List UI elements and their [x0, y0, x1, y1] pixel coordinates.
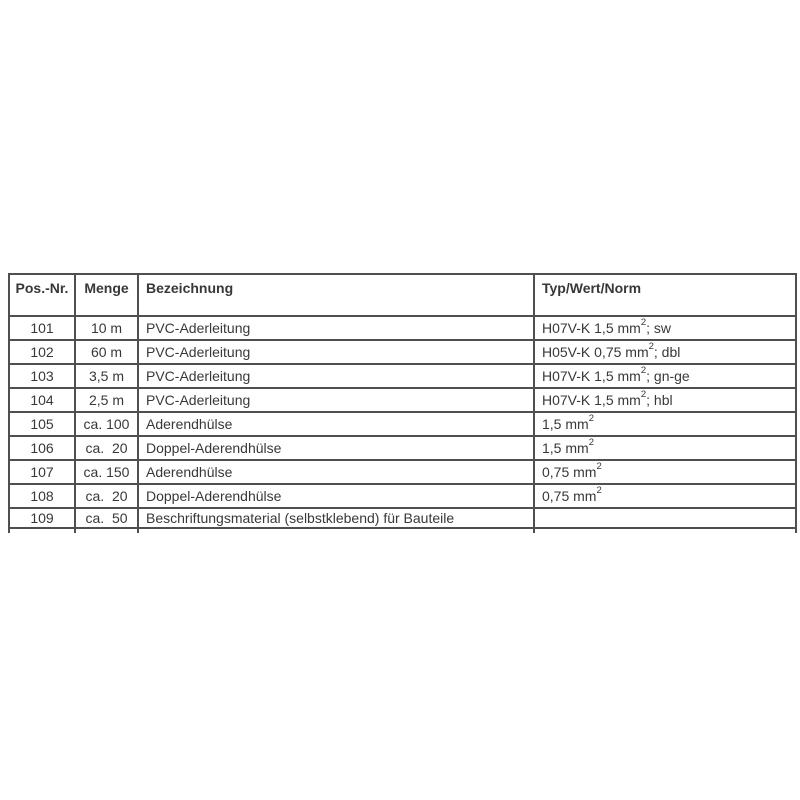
col-header-typ-wert-norm: Typ/Wert/Norm: [535, 275, 795, 315]
cell-pos-nr: 106: [10, 437, 74, 459]
cell-pos-nr: 103: [10, 365, 74, 387]
cell-menge: 3,5 m: [76, 365, 137, 387]
cell-menge: ca. 100: [76, 413, 137, 435]
cell-typ-wert-norm: 1,5 mm $^2$: [535, 437, 795, 459]
cell-menge: 60 m: [76, 341, 137, 363]
cell-menge: ca. 20: [76, 485, 137, 507]
cell-typ-wert-norm: H07V-K 1,5 mm $^2$ ; gn-ge: [535, 365, 795, 387]
cell-bezeichnung: Doppel-Aderendhülse: [139, 437, 533, 459]
cell-bezeichnung: PVC-Aderleitung: [139, 365, 533, 387]
stub-line: [795, 527, 797, 533]
cell-typ-wert-norm: H07V-K 1,5 mm $^2$ ; sw: [535, 317, 795, 339]
cell-bezeichnung: Doppel-Aderendhülse: [139, 485, 533, 507]
cell-pos-nr: 107: [10, 461, 74, 483]
cell-bezeichnung: Beschriftungsmaterial (selbstklebend) für Bauteile: [139, 509, 533, 527]
cell-bezeichnung: PVC-Aderleitung: [139, 389, 533, 411]
cell-menge: 10 m: [76, 317, 137, 339]
cell-bezeichnung: PVC-Aderleitung: [139, 317, 533, 339]
cell-pos-nr: 102: [10, 341, 74, 363]
cell-pos-nr: 108: [10, 485, 74, 507]
cell-typ-wert-norm: [535, 509, 795, 527]
cell-menge: ca. 50: [76, 509, 137, 527]
parts-table: [8, 273, 797, 529]
cell-bezeichnung: Aderendhülse: [139, 461, 533, 483]
col-header-menge: Menge: [76, 275, 137, 315]
stub-line: [8, 527, 10, 533]
cell-pos-nr: 101: [10, 317, 74, 339]
col-header-bezeichnung: Bezeichnung: [139, 275, 533, 315]
stub-line: [137, 527, 139, 533]
stub-line: [74, 527, 76, 533]
stub-line: [533, 527, 535, 533]
cell-pos-nr: 104: [10, 389, 74, 411]
cell-typ-wert-norm: 1,5 mm $^2$: [535, 413, 795, 435]
cell-typ-wert-norm: H05V-K 0,75 mm $^2$ ; dbl: [535, 341, 795, 363]
col-header-pos-nr: Pos.-Nr.: [10, 275, 74, 315]
cell-menge: 2,5 m: [76, 389, 137, 411]
table-cutoff-stub-row: [8, 527, 797, 533]
cell-pos-nr: 105: [10, 413, 74, 435]
cell-bezeichnung: Aderendhülse: [139, 413, 533, 435]
cell-typ-wert-norm: H07V-K 1,5 mm $^2$ ; hbl: [535, 389, 795, 411]
cell-menge: ca. 150: [76, 461, 137, 483]
cell-typ-wert-norm: 0,75 mm $^2$: [535, 461, 795, 483]
cell-pos-nr: 109: [10, 509, 74, 527]
cell-typ-wert-norm: 0,75 mm $^2$: [535, 485, 795, 507]
cell-bezeichnung: PVC-Aderleitung: [139, 341, 533, 363]
cell-menge: ca. 20: [76, 437, 137, 459]
